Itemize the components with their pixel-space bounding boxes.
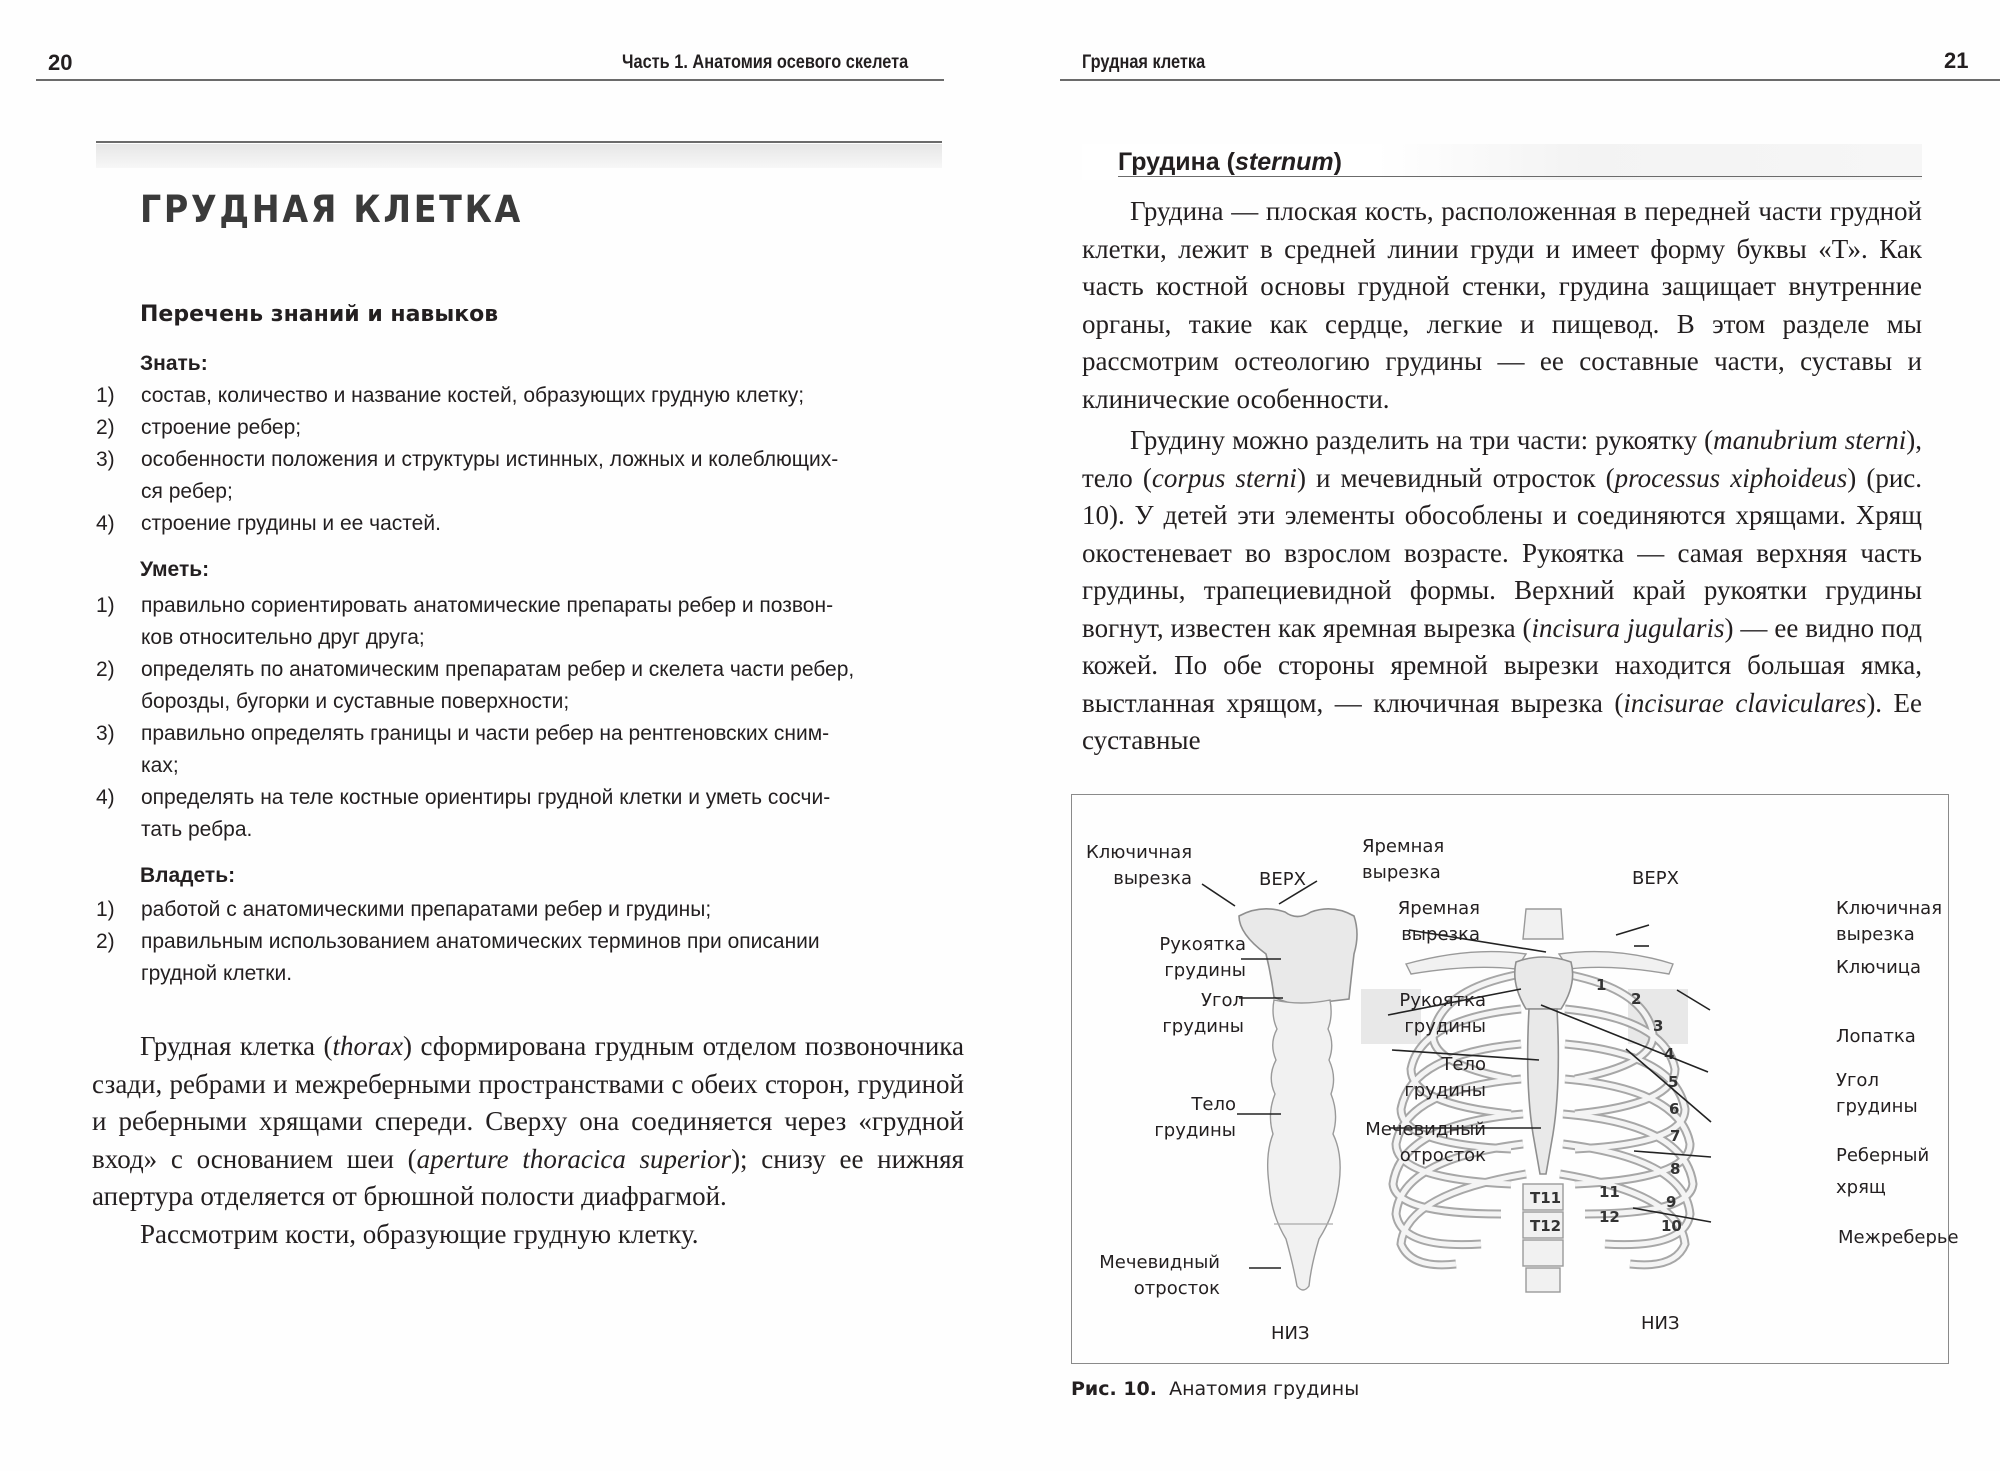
label-bottom-left: НИЗ [1271,1323,1310,1344]
sternum-illustration [1239,909,1357,1290]
figure-number: Рис. 10. [1071,1378,1157,1400]
section-heading: Грудина (sternum) [1118,148,1342,176]
label-scapula: Лопатка [1836,1026,1916,1047]
label-sternal-angle: Угол грудины [1162,990,1244,1037]
section-rule [1118,176,1922,177]
chapter-rule [96,141,942,143]
paragraph: Рассмотрим кости, образующие грудную клетку. [140,1218,699,1249]
left-body-text [92,1028,964,1253]
left-page-number: 20 [48,50,73,75]
label-top-left: ВЕРХ [1259,869,1306,890]
rib-number: 6 [1669,1100,1680,1118]
skills-heading: Перечень знаний и навыков [140,302,499,327]
label-manubrium: Рукоятка грудины [1159,934,1246,981]
vertebra-label: T12 [1530,1217,1562,1235]
skills-know-label: Знать: [140,352,208,375]
label-jugular-notch: Яремная вырезка [1362,836,1445,883]
rib-number: 3 [1653,1017,1664,1035]
left-header-rule [36,79,944,81]
rib-number: 11 [1599,1183,1620,1201]
right-running-head: Грудная клетка [1082,52,1206,73]
label-xiphoid-2: Мечевидный отросток [1365,1119,1486,1166]
figure-title: Анатомия грудины [1169,1378,1360,1400]
rib-number: 9 [1666,1193,1677,1211]
paragraph: Грудину можно разделить на три части: рукоятку (manubrium sterni), тело (corpus sterni) и мечевидный отросток (processus xiphoideus) (рис. 10). У детей эти элементы обособлены и соединяются хрящами. Хрящ окостеневает во взрослом возрасте. Рукоятка — самая верхняя часть грудины, трапециевидной формы. Верхний край рукоятки грудины вогнут, известен как яремная вырезка (incisura jugularis) — ее видно под кожей. По обе стороны яремной вырезки находится большая ямка, выстланная хрящом, — ключичная вырезка (incisurae claviculares). Ее суставные [1082,425,1923,755]
label-body: Тело грудины [1154,1094,1236,1141]
chapter-band [96,144,942,168]
label-bottom-right: НИЗ [1641,1313,1680,1334]
rib-number: 12 [1599,1208,1620,1226]
label-body-2: Тело грудины [1404,1054,1486,1101]
paragraph: Грудина — плоская кость, расположенная в передней части грудной клетки, лежит в средней линии груди и имеет форму буквы «Т». Как часть костной основы грудной стенки, грудина защищает внутренние органы, такие как сердце, легкие и пищевод. В этом разделе мы рассмотрим остеологию грудины — ее составные части, суставы и клинические особенности. [1082,196,1922,414]
rib-number: 4 [1664,1045,1675,1063]
figure-caption [1071,1378,1359,1400]
rib-number: 2 [1631,990,1642,1008]
label-clavicle: Ключица [1836,957,1922,978]
label-sternal-angle-2: Угол грудины [1836,1070,1918,1117]
label-manubrium-2: Рукоятка грудины [1399,990,1486,1037]
label-costal-cartilage: Реберный хрящ [1836,1145,1930,1198]
right-header-rule [1060,79,2000,81]
right-page-number: 21 [1944,48,1969,73]
rib-number: 5 [1668,1073,1679,1091]
chapter-title: ГРУДНАЯ КЛЕТКА [140,188,523,231]
label-jugular-notch-2: Яремная вырезка [1397,898,1480,945]
right-body-text [1082,193,1922,760]
label-top-right: ВЕРХ [1632,868,1679,889]
rib-number: 1 [1596,976,1607,994]
skills-master-label: Владеть: [140,864,236,887]
left-running-head: Часть 1. Анатомия осевого скелета [622,52,909,73]
label-intercostal-space: Межреберье [1838,1227,1959,1248]
rib-number: 7 [1670,1127,1681,1145]
rib-number: 10 [1661,1217,1682,1235]
label-clavicular-notch: Ключичная вырезка [1086,842,1193,889]
skills-able-label: Уметь: [140,558,210,581]
label-xiphoid: Мечевидный отросток [1099,1252,1220,1299]
label-clavicular-notch-2: Ключичная вырезка [1836,898,1943,945]
rib-number: 8 [1670,1160,1681,1178]
paragraph: Грудная клетка (thorax) сформирована грудным отделом позвоночника сзади, ребрами и межреберными пространствами с обеих сторон, грудиной и реберными хрящами спереди. Сверху она соединяется через «грудной вход» с основанием шеи (aperture thoracica superior); снизу ее нижняя апертура отделяется от брюшной полости диафрагмой. [92,1031,965,1211]
vertebra-label: T11 [1530,1189,1562,1207]
